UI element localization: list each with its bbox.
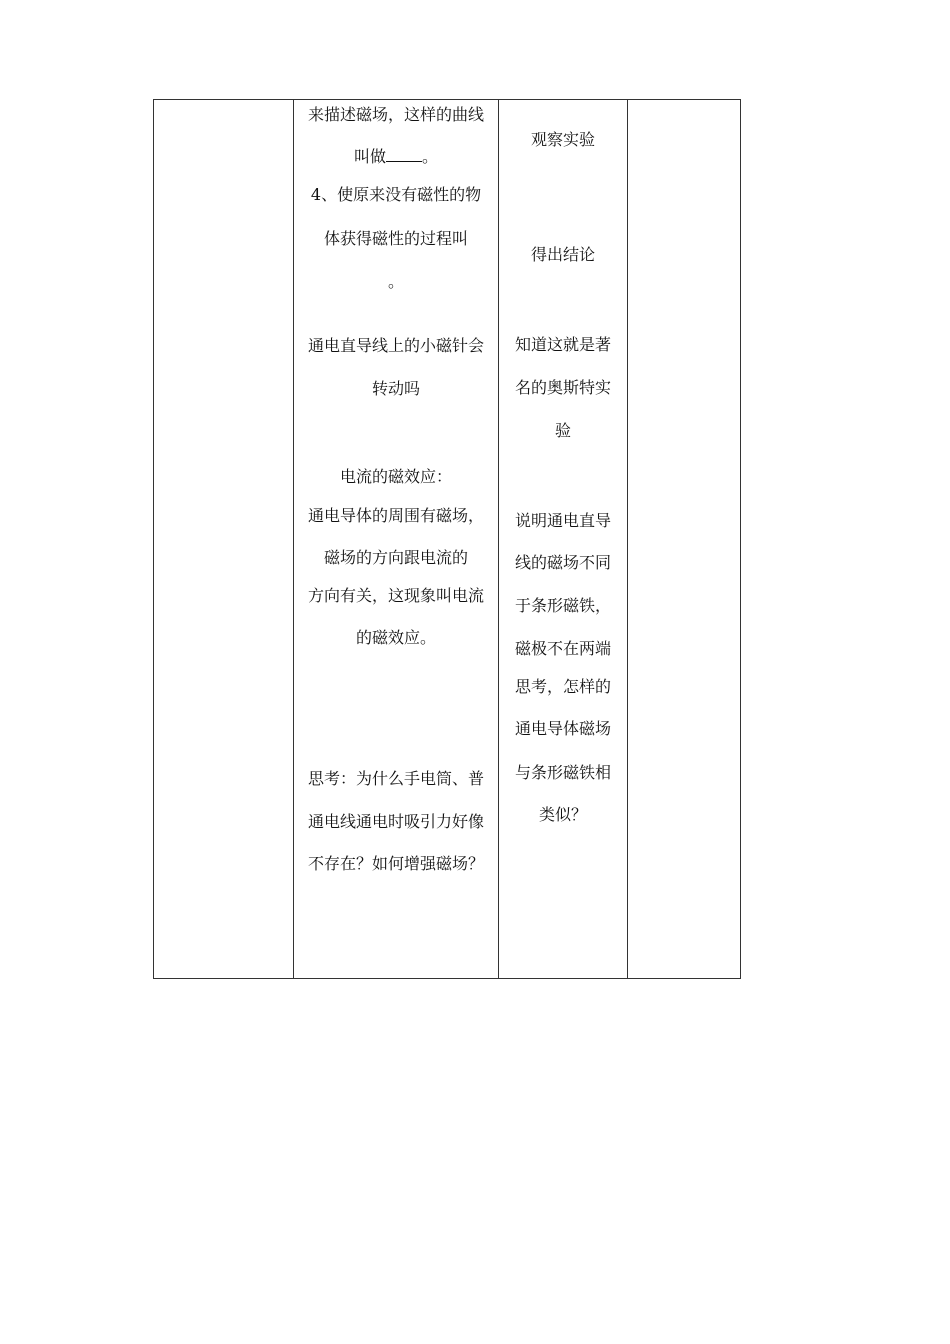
- text-line: 磁极不在两端: [514, 639, 611, 658]
- text-line: 的磁效应。: [355, 628, 436, 647]
- text-line: 得出结论: [530, 245, 595, 264]
- text-line: 说明通电直导: [514, 511, 611, 530]
- text-line: 验: [554, 421, 571, 440]
- fill-in-blank: [386, 147, 422, 162]
- text-line: 思考，怎样的: [514, 677, 611, 696]
- text-line: 。: [387, 272, 404, 291]
- text-line: 类似？: [538, 805, 587, 824]
- table-cell-column-4: [628, 100, 740, 978]
- text-line: 4、使原来没有磁性的物: [310, 185, 482, 204]
- text-line: 与条形磁铁相: [514, 763, 611, 782]
- text-line: [294, 147, 498, 167]
- text-line: 通电直导线上的小磁针会: [307, 336, 484, 355]
- text-line: 来描述磁场，这样的曲线: [307, 105, 484, 124]
- text-line: 通电导体的周围有磁场，: [307, 506, 484, 525]
- text-line: 电流的磁效应：: [339, 467, 452, 486]
- text-line: 于条形磁铁，: [514, 596, 611, 615]
- text-line: 思考：为什么手电筒、普: [307, 769, 484, 788]
- text-line: 观察实验: [530, 130, 595, 149]
- text-line: 体获得磁性的过程叫: [323, 229, 468, 248]
- table-cell-teacher-activity: [294, 100, 498, 978]
- text-line: 磁场的方向跟电流的: [323, 548, 468, 567]
- table-cell-student-activity: [499, 100, 627, 978]
- text-line: 不存在？如何增强磁场？: [307, 854, 484, 873]
- text-fragment: 叫做: [353, 147, 386, 166]
- text-line: 转动吗: [371, 379, 420, 398]
- text-line: 通电线通电时吸引力好像: [307, 812, 484, 831]
- text-line: 方向有关，这现象叫电流: [307, 586, 484, 605]
- text-line: 知道这就是著: [514, 335, 611, 354]
- text-line: 通电导体磁场: [514, 719, 611, 738]
- lesson-table: [153, 99, 741, 979]
- text-line: 名的奥斯特实: [514, 378, 611, 397]
- text-line: 线的磁场不同: [514, 553, 611, 572]
- table-cell-column-1: [154, 100, 293, 978]
- text-fragment: 。: [422, 147, 439, 166]
